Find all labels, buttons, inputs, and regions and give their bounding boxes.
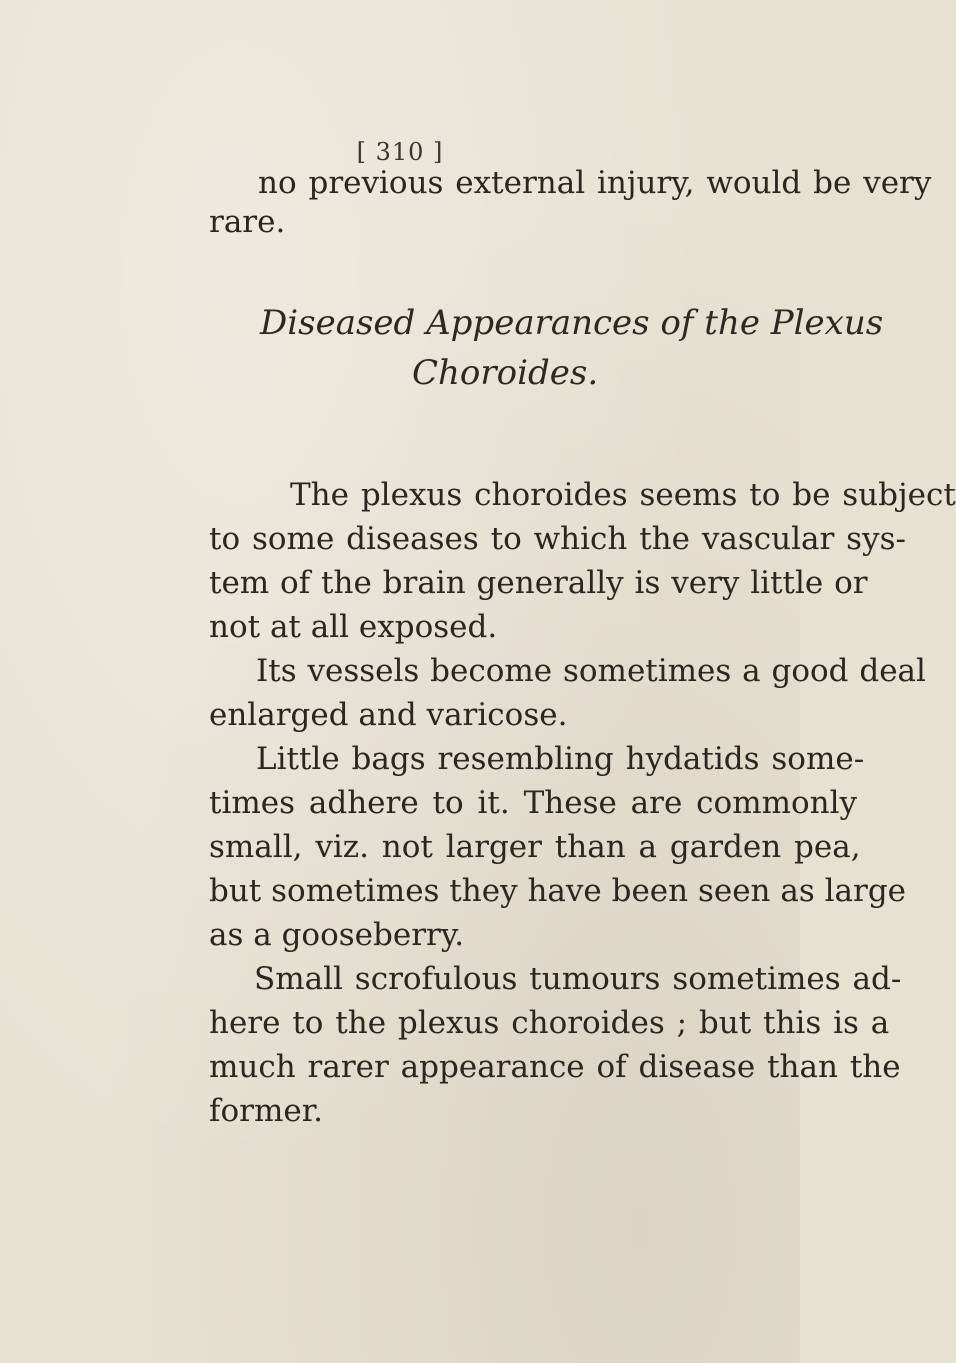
text-line: Little bags resembling hydatids some- [256,741,865,777]
text-line: but sometimes they have been seen as large [209,873,907,909]
section-title-continued: Choroides. [412,353,599,393]
section-title: Diseased Appearances of the Plexus [260,303,884,343]
text-line: much rarer appearance of disease than the [209,1049,901,1085]
text-line: rare. [209,204,286,240]
text-line: small, viz. not larger than a garden pea, [209,829,861,865]
text-line: Small scrofulous tumours sometimes ad- [254,961,902,997]
text-line: enlarged and varicose. [209,697,568,733]
text-line: Its vessels become sometimes a good deal [256,653,926,689]
text-line: as a gooseberry. [209,917,465,953]
page-number: [ 310 ] [356,138,444,166]
text-line: to some diseases to which the vascular sys- [209,521,906,557]
text-line: times adhere to it. These are commonly [209,785,858,821]
text-line: former. [209,1093,323,1129]
text-line: not at all exposed. [209,609,498,645]
text-line: no previous external injury, would be very [258,165,932,201]
text-line: tem of the brain generally is very little or [209,565,868,601]
text-line: here to the plexus choroides ; but this is a [209,1005,890,1041]
text-line: The plexus choroides seems to be subject [290,477,956,513]
